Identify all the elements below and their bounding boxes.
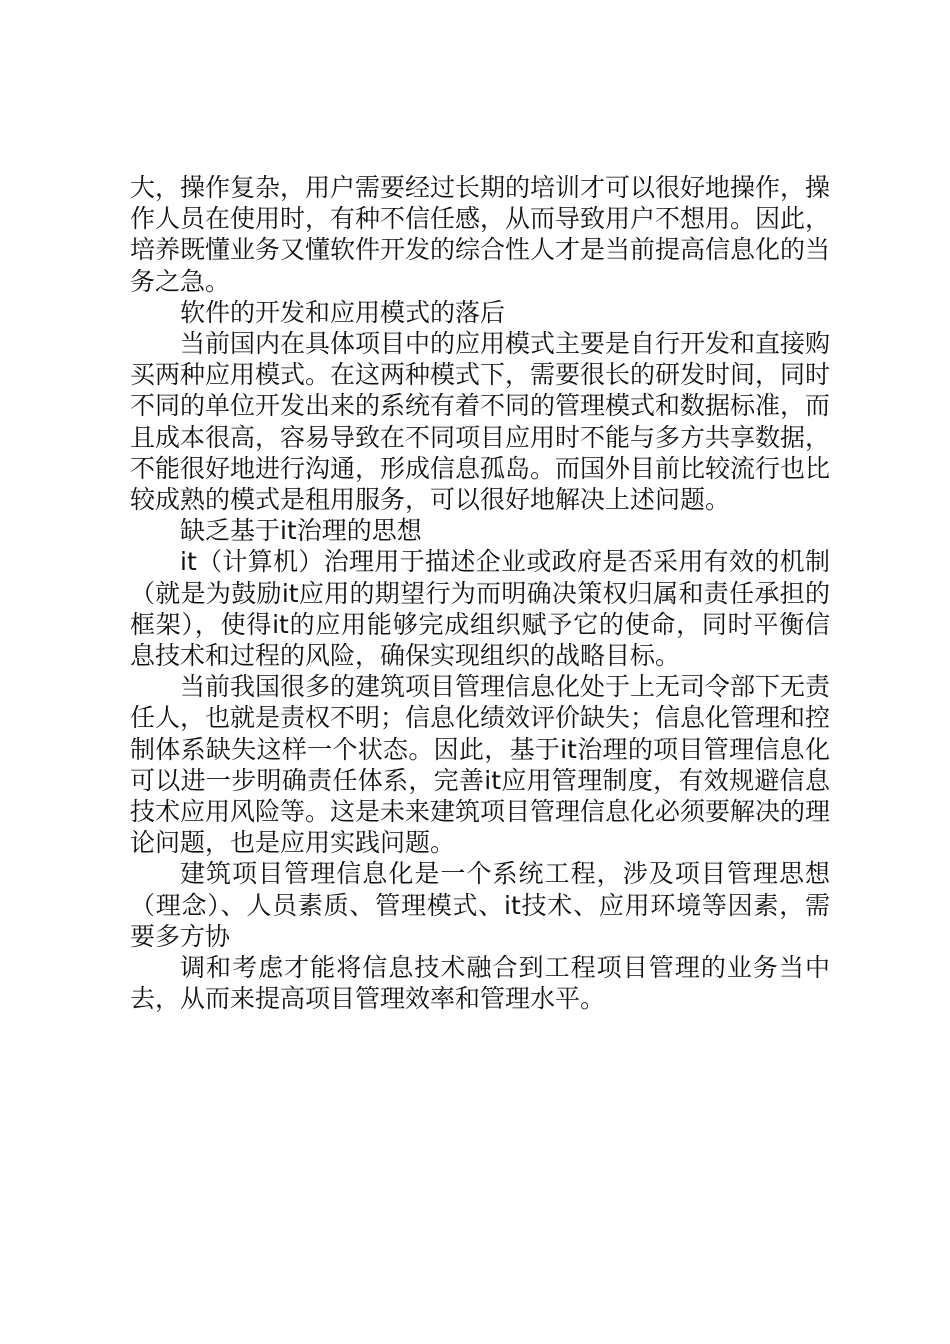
document-body	[130, 172, 830, 1014]
paragraph-5: it（计算机）治理用于描述企业或政府是否采用有效的机制（就是为鼓励it应用的期望行为而明确决策权归属和责任承担的框架），使得it的应用能够完成组织赋予它的使命，同时平衡信息技术和过程的风险，确保实现组织的战略目标。	[130, 547, 830, 671]
heading-software-development-lag: 软件的开发和应用模式的落后	[180, 297, 506, 327]
paragraph-3: 当前国内在具体项目中的应用模式主要是自行开发和直接购买两种应用模式。在这两种模式下，需要很长的研发时间，同时不同的单位开发出来的系统有着不同的管理模式和数据标准，而且成本很高，容易导致在不同项目应用时不能与多方共享数据，不能很好地进行沟通，形成信息孤岛。而国外目前比较流行也比较成熟的模式是租用服务，可以很好地解决上述问题。	[130, 329, 831, 515]
heading-it-governance: 缺乏基于it治理的思想	[180, 516, 422, 546]
paragraph-8: 调和考虑才能将信息技术融合到工程项目管理的业务当中去，从而来提高项目管理效率和管理水平。	[130, 953, 830, 1014]
paragraph-7: 建筑项目管理信息化是一个系统工程，涉及项目管理思想（理念）、人员素质、管理模式、it技术、应用环境等因素，需要多方协	[130, 859, 830, 951]
paragraph-6: 当前我国很多的建筑项目管理信息化处于上无司令部下无责任人，也就是责权不明；信息化绩效评价缺失；信息化管理和控制体系缺失这样一个状态。因此，基于it治理的项目管理信息化可以进一步明确责任体系，完善it应用管理制度，有效规避信息技术应用风险等。这是未来建筑项目管理信息化必须要解决的理论问题，也是应用实践问题。	[130, 672, 831, 858]
paragraph-1: 大，操作复杂，用户需要经过长期的培训才可以很好地操作，操作人员在使用时，有种不信任感，从而导致用户不想用。因此，培养既懂业务又懂软件开发的综合性人才是当前提高信息化的当务之急。	[130, 173, 831, 296]
